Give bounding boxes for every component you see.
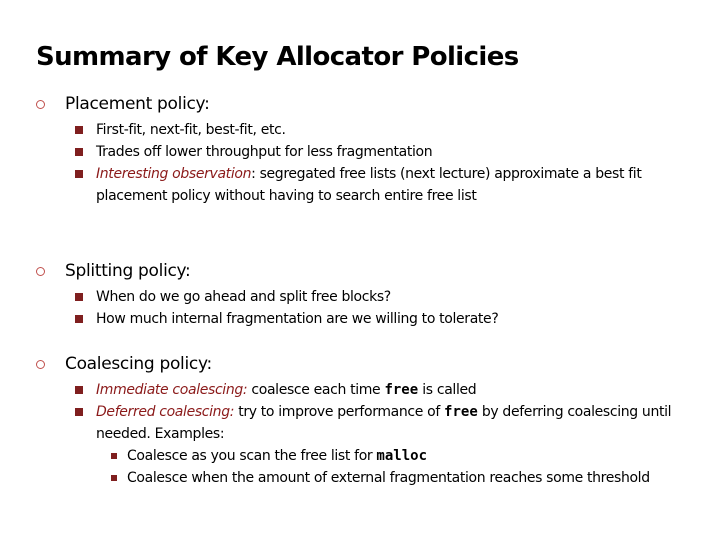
coalescing-examples-list (96, 445, 686, 489)
coalescing-policy-heading-row (36, 352, 686, 376)
immediate-coalescing-label: Immediate coalescing: (96, 382, 248, 398)
list-item (96, 141, 686, 163)
list-item (127, 445, 686, 467)
deferred-text-after: by deferring coalescing until needed. Examples: (96, 404, 672, 442)
square-bullet-icon (75, 408, 83, 416)
observation-text: : segregated free lists (next lecture) approximate a best fit placement policy without having to search entire free list (96, 166, 642, 204)
example-threshold-text: Coalesce when the amount of external fragmentation reaches some threshold (127, 470, 650, 486)
placement-item-fit-strategies: First-fit, next-fit, best-fit, etc. (96, 122, 286, 138)
placement-item-tradeoff: Trades off lower throughput for less fragmentation (96, 144, 433, 160)
circle-bullet-icon (36, 100, 45, 109)
placement-policy-heading: Placement policy: (65, 94, 210, 114)
square-bullet-icon (75, 126, 83, 134)
deferred-coalescing-label: Deferred coalescing: (96, 404, 235, 420)
list-item (127, 467, 686, 489)
deferred-text-before: try to improve performance of (234, 404, 445, 420)
splitting-item-tolerance: How much internal fragmentation are we willing to tolerate? (96, 311, 499, 327)
square-bullet-icon (111, 453, 117, 459)
square-bullet-icon (75, 386, 83, 394)
list-item (96, 379, 686, 401)
example-code-malloc: malloc (376, 448, 427, 464)
list-item (96, 401, 686, 489)
square-bullet-icon (75, 148, 83, 156)
immediate-text-before: coalesce each time (247, 382, 385, 398)
coalescing-policy-list (36, 379, 686, 489)
splitting-policy-heading: Splitting policy: (65, 261, 191, 281)
deferred-code-free: free (444, 404, 478, 420)
slide-title: Summary of Key Allocator Policies (36, 42, 519, 72)
placement-policy-section (36, 92, 686, 207)
circle-bullet-icon (36, 267, 45, 276)
splitting-item-when: When do we go ahead and split free blocks? (96, 289, 391, 305)
list-item (96, 163, 686, 207)
list-item (96, 308, 686, 330)
square-bullet-icon (75, 170, 83, 178)
splitting-policy-section (36, 259, 686, 330)
splitting-policy-heading-row (36, 259, 686, 283)
list-item (96, 286, 686, 308)
list-item (96, 119, 686, 141)
placement-policy-list (36, 119, 686, 207)
splitting-policy-list (36, 286, 686, 330)
square-bullet-icon (111, 475, 117, 481)
coalescing-policy-heading: Coalescing policy: (65, 354, 212, 374)
square-bullet-icon (75, 293, 83, 301)
immediate-text-after: is called (418, 382, 477, 398)
placement-policy-heading-row (36, 92, 686, 116)
square-bullet-icon (75, 315, 83, 323)
example-scan-text: Coalesce as you scan the free list for (127, 448, 377, 464)
immediate-code-free: free (384, 382, 419, 398)
coalescing-policy-section (36, 352, 686, 489)
circle-bullet-icon (36, 360, 45, 369)
observation-label: Interesting observation (96, 166, 252, 182)
